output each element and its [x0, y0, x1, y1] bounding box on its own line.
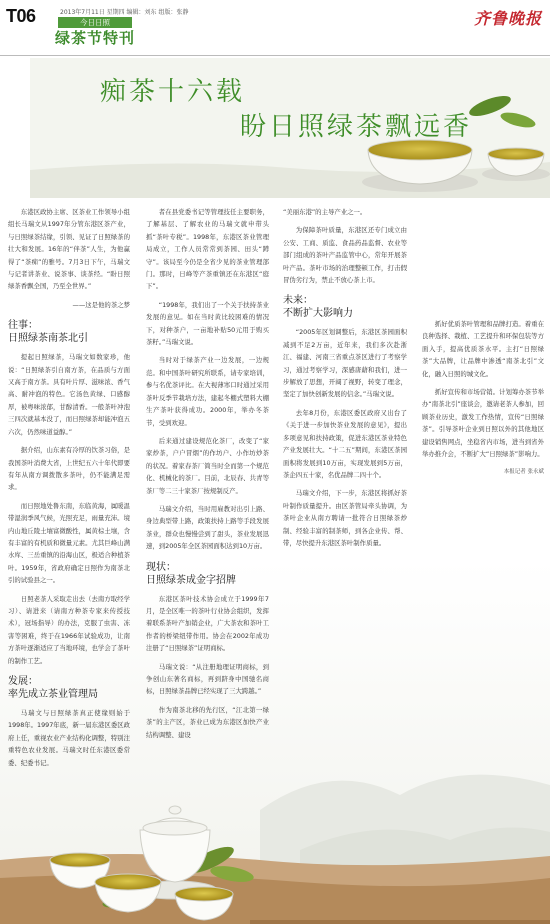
- paragraph: 而日照地处鲁东南，东临黄海，属暖温带湿润季风气候，光照充足，雨量充沛。境内山地丘陵土壤富微酸性，属黄棕土壤，含有丰富的有机质和微量元素。尤其巨峰山满水库、三岳重镇的沿海山区，极适合种植茶叶。1959年，省政府确定日照作为南茶北引的试验县之一。: [8, 501, 130, 585]
- paragraph: 据介绍，山东素有冷厚的饮茶习俗，是我国茶叶消费大省，上世纪五六十年代即要有年从南方调拨散多茶叶，仍不能满足需求。: [8, 446, 130, 492]
- headline-line-2: 盼日照绿茶飘远香: [240, 112, 473, 142]
- subheading-past: [8, 319, 130, 345]
- paragraph: 作为南茶北移的先行区，“江北第一绿茶”的主产区，茶业已成为东港区加快产业结构调整、建设: [146, 705, 269, 739]
- intro-paragraph: 东港区政协主席、区茶业工作领导小组组长马瑞文从1997年分管东港区茶产业，与日照绿茶结缘，引领、见证了日照绿茶的壮大和发展。16年的“伴茶”人生，为他赢得了“茶痴”的雅号。7月3日下午，马瑞文与记者讲茶业、说茶事、谈茶经。“盼日照绿茶香飘全国，乃至全世界。”: [8, 208, 130, 291]
- paragraph: 东港区茶叶技术协会成立于1999年7月，是全区唯一的茶叶行业协会组织，发挥着联系茶叶产加销企业，广大茶农和茶叶工作者的桥梁纽带作用。协会在2002年成功注册了“日照绿茶”证明商标。: [146, 594, 269, 653]
- intro-signature: ——这是他的茶之梦: [72, 300, 130, 309]
- subheading-label: 往事：: [8, 320, 38, 332]
- subheading-text: 不断扩大影响力: [283, 308, 353, 320]
- paragraph: “1998年，我们出了一个关于扶持茶业发展的意见。如在当时黄比较困难的情况下，对种茶户，一亩地补贴50元用于购买茶籽。”马瑞文说。: [146, 300, 269, 347]
- subheading-present: [146, 561, 269, 587]
- paragraph: 者在县党委书记等管理技任主要职务，了解基层、了解农业的马瑞文就申带头抓“茶叶专税”。1998年，东港区茶业管理局成立，工作人员常常到茶园、田头“蹲守”。该局至今仍是全省少见的茶业管理部门。那时，日峰等产茶重镇还在东港区“庭下”。: [146, 208, 269, 291]
- paragraph: 当时对于绿茶产业一边发展，一边规范。和中国茶叶研究所联系，请专家培训，参与名优茶评比。在大视薄寒口时通过采用茶叶反季节栽培方法，建起冬棚式塑料大棚生产茶叶获得成功。2000年，举办冬茶节，受到欢迎。: [146, 356, 269, 427]
- page-number: T06: [6, 6, 36, 26]
- reporter-credit: 本报记者 张永斌: [503, 469, 544, 476]
- paragraph: 马瑞文介绍，下一步，东港区将抓好茶叶制作质量提升。由区茶管局牵头协调，为茶叶企业从南方聘请一批符合日照绿茶炒制、经验丰富的制茶师，到各企业传、帮、带，尽快提升东港区茶叶制作质量。: [283, 489, 407, 547]
- paragraph: “2005年区划调整后，东港区茶园面积减到不足2万亩，近年来，我们多次赴浙江、福建、河南三省重点茶区进行了考察学习，通过考察学习，深感唐藉和我们，进一步解放了思想，开阔了视野，转变了理念，坚定了加快创新发展的信念。”马瑞文说。: [283, 328, 407, 399]
- paragraph: 抓好宣传和市场营销。计划筹办茶节举办“南茶北引”座谈会，邀请老茶人参加，回顾茶业历史，激发工作热情，宣传“日照绿茶”。引导茶叶企业到日照以外的其他地区建设销售网点，坐稳省内市场，进当到省外举办推介会，不断扩大“日照绿茶”影响力。: [422, 388, 544, 459]
- page-header: [0, 0, 550, 58]
- subheading-label: 未来：: [283, 295, 313, 307]
- paragraph: 马瑞文说：“从注册地理证明商标，到争创山东著名商标，再到跻身中国驰名商标，日照绿茶品牌已经实现了三大跨越。”: [146, 662, 269, 696]
- subheading-future: [283, 294, 407, 320]
- paragraph: 后来通过建设规范化茶厂，改变了“家家炒茶，户户冒烟”的作坊户、小作坊炒茶的状况。着家春茶厂简当时全而第一个规范化、机械化的茶厂。目前，北辰春、共青等茶厂等二三十家茶厂按规制反产。: [146, 436, 269, 495]
- article-column-3: [283, 206, 407, 555]
- subheading-development: [8, 675, 130, 701]
- dateline: 2013年7月11日 星期四 编辑：刘东 组版：张静: [60, 9, 189, 16]
- subheading-label: 现状：: [146, 561, 176, 573]
- subheading-text: 率先成立茶业管理局: [8, 689, 98, 700]
- subheading-text: 日照绿茶南茶北引: [8, 333, 88, 345]
- newspaper-masthead: 齐鲁晚报: [473, 9, 542, 28]
- paragraph: 提起日照绿茶，马瑞文如数家珍，他说：“日照绿茶引自南方茶，在品质与方面又高于南方茶。具有叶片厚、滋味浓、香气高、耐冲泡的特色。它汤色黄绿、口感醇厚，被粤味浓郁，甘醇清香。一般茶叶冲泡三四次就基本没了，而日照绿茶却能冲泡五六次，仍然味道益醇。”: [8, 353, 130, 436]
- paragraph: 为保障茶叶质量，东港区还专门成立由公安、工商、质监、食品药品监督、农业等部门组成的茶叶产品监管中心，常年开展茶叶产品。茶叶市场的治理整顿工作，打击假冒伪劣行为，禁止不放心茶上市。: [283, 226, 407, 285]
- paragraph: 抓好优质茶叶管理和品牌打造。着重在良种选择、栽植、工艺提升和环保包装等方面入手，提高优质茶水平。主打“日照绿茶”大品牌，让品牌中渗透“南茶北引”文化，融入日照的城文化。: [422, 320, 544, 378]
- article-column-1: [8, 206, 130, 775]
- hero-banner: [30, 58, 550, 198]
- paragraph: 去年8月份，东港区委区政府又出台了《关于进一步加快茶业发展的意见》，提出多项意见和扶持政策，促进东港区茶业特色产业发展壮大。“十二五”期间，东港区茶园面积将发展到10万亩，实现发展到5万亩，茶企四五十家，名优品牌二四十个。: [283, 408, 407, 479]
- section-title: 绿茶节特刊: [55, 29, 136, 47]
- headline-line-1: 痴茶十六载: [100, 77, 246, 107]
- subheading-text: 日照绿茶成金字招牌: [146, 574, 236, 586]
- subheading-label: 发展：: [8, 676, 38, 687]
- paragraph: 日照老茶人采取走出去（去南方取经学习）、请进来（请南方种茶专家来传授技术），冠场指导）的办法，克服了虫害、冻害等困难，终于在1966年试验成功，让南方茶叶逐渐适应了当地环境，也学会了茶叶的制作工艺。: [8, 594, 130, 665]
- paragraph: 马瑞文与日照绿茶真正使缘则始于1998年。1997年底，新一届东港区委区政府上任，重视农业产业结构化调整，特别注重特色农业发展。马瑞文时任东港区委常委、纪委书记。: [8, 709, 130, 767]
- article-column-4: [422, 206, 544, 479]
- paragraph: 马瑞文介绍，当时用雇教对出引上路、身边典型带上路，政策扶持上路等手段发展茶业，群众也慢慢尝到了甜头，茶业发展迅速，到2005年全区茶园面积达到10万亩。: [146, 504, 269, 551]
- article-column-2: [146, 206, 269, 747]
- section-kicker: 今日日照: [58, 17, 132, 28]
- paragraph: “美丽东港”的主导产业之一。: [283, 208, 367, 216]
- header-divider: [0, 55, 550, 56]
